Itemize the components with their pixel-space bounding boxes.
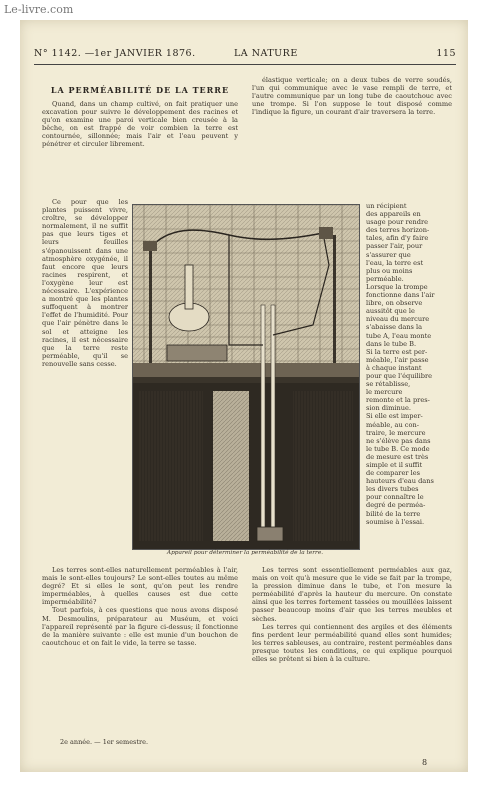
apparatus-engraving: [132, 204, 360, 550]
text-line: se rétablisse,: [366, 380, 411, 389]
journal-name: LA NATURE: [234, 48, 298, 59]
paragraph: Quand, dans un champ cultivé, on fait pratiquer une excavation pour suivre le développement des racines et qu'on examine une paroi verticale bien creusée à la bêche, on est frappé de voir combien la terre est contournée, sillonnée; mais l'air et l'eau peuvent y pénétrer et circuler librement.: [42, 100, 238, 149]
text-line: des terres horizon-: [366, 226, 430, 235]
text-line: méable, au con-: [366, 420, 419, 429]
left-column-bottom: [42, 566, 238, 732]
text-line: l'eau, la terre est: [366, 258, 424, 267]
watermark: Le-livre.com: [4, 3, 74, 16]
figure-caption: Appareil pour déterminer la perméabilité de la terre.: [166, 550, 324, 556]
left-column-top: [42, 100, 238, 196]
text-line: tales, afin d'y faire: [366, 234, 429, 243]
text-line: passer l'air, pour: [366, 242, 423, 251]
text-line: aussitôt que le: [366, 307, 415, 316]
apparatus-illustration: [133, 205, 359, 549]
paragraph: Les terres sont-elles naturellement perméables à l'air, mais le sont-elles toujours? Le sont-elles toutes au même degré? Et si elles le sont, qu'on peut les rendre imperméables, à quelles causes est due cette imperméabilité?: [42, 566, 238, 607]
text-line: perméable.: [366, 274, 404, 283]
text-line: pour connaître le: [366, 493, 424, 502]
paragraph: élastique verticale; on a deux tubes de verre soudés, l'un qui communique avec le vase rempli de terre, et l'autre communique par un long tube de caoutchouc avec une trompe. Si l'on suppose le tout disposé comme l'indique la figure, un courant d'air traversera la terre.: [252, 76, 452, 117]
text-line: à chaque instant: [366, 363, 422, 372]
page-footer: 2e année. — 1er semestre.: [60, 738, 149, 746]
text-line: libre, on observe: [366, 299, 423, 308]
paragraph: Les terres sont essentiellement perméables aux gaz, mais on voit qu'à mesure que le vide se fait par la trompe, la pression diminue dans le tube, et l'on mesure la perméabilité d'après la hauteur du mercure. On constate ainsi que les terres fortement tassées ou mouillées laissent passer beaucoup moins d'air que les terres meubles et sèches.: [252, 566, 452, 623]
text-line: sion diminue.: [366, 404, 411, 413]
text-line: le mercure: [366, 388, 403, 397]
text-line: bilité de la terre: [366, 509, 421, 518]
issue-date: 1er JANVIER 1876.: [94, 48, 196, 59]
text-line: pour que l'équilibre: [366, 371, 433, 380]
right-column-bottom: [252, 566, 452, 732]
text-line: ne s'élève pas dans: [366, 436, 431, 445]
text-line: des appareils en: [366, 210, 421, 219]
text-line: un récipient: [366, 202, 407, 210]
page-number: 115: [436, 48, 456, 59]
text-line: plus ou moins: [366, 266, 413, 275]
printer-signature: 8: [422, 758, 428, 767]
paragraph: Tout parfois, à ces questions que nous avons disposé M. Desmoulins, préparateur au Muséum, et voici l'appareil représenté par la figure ci-dessus; il fonctionne de la manière suivante : elle est munie d'un bouchon de caoutchouc et on fait le vide, la terre se tasse.: [42, 606, 238, 647]
right-column-top: [252, 76, 452, 200]
text-line: Lorsque la trompe: [366, 282, 428, 291]
text-line: s'abaisse dans la: [366, 323, 423, 332]
text-line: Si la terre est per-: [366, 347, 428, 356]
text-line: usage pour rendre: [366, 218, 429, 227]
paragraph: Les terres qui contiennent des argiles et des éléments fins perdent leur perméabilité quand elles sont humides; les terres sableuses, au contraire, restent perméables dans presque toutes les conditions, ce qui explique pourquoi elles se prêtent si bien à la culture.: [252, 622, 452, 664]
text-line: soumise à l'essai.: [366, 517, 425, 526]
text-line: le tube B. Ce mode: [366, 444, 430, 453]
page-header: [34, 48, 456, 62]
scanned-page: [20, 20, 468, 772]
text-line: tube A, l'eau monte: [366, 331, 432, 340]
text-line: fonctionne dans l'air: [366, 291, 435, 300]
text-line: remonte et la pres-: [366, 396, 430, 405]
issue-number: N° 1142. —: [34, 48, 95, 59]
right-column-beside-figure: [366, 202, 456, 552]
text-line: hauteurs d'eau dans: [366, 477, 434, 486]
text-line: degré de perméa-: [366, 501, 426, 510]
text-line: niveau du mercure: [366, 315, 430, 324]
article-title: LA PERMÉABILITÉ DE LA TERRE: [50, 85, 230, 95]
text-line: traire, le mercure: [366, 428, 426, 437]
text-line: méable, l'air passe: [366, 355, 429, 364]
text-line: s'assurer que: [366, 250, 411, 259]
left-column-beside-figure: [42, 198, 128, 552]
text-line: dans le tube B.: [366, 339, 417, 348]
text-line: Si elle est imper-: [366, 412, 423, 421]
paragraph: Ce pour que les plantes puissent vivre, croître, se développer normalement, il ne suffit pas que leurs tiges et leurs feuilles s'épanouissent dans une atmosphère oxygénée, il faut encore que leurs racines respirent, et l'oxygène leur est nécessaire. L'expérience a montré que les plantes suffoquent à montrer l'effet de l'humidité. Pour que l'air pénètre dans le sol et atteigne les racines, il est nécessaire que la terre reste perméable, qu'il se renouvelle sans cesse.: [42, 198, 128, 368]
text-line: les divers tubes: [366, 485, 419, 494]
header-rule: [34, 64, 456, 65]
text-line: de mesure est très: [366, 452, 429, 461]
text-line: de comparer les: [366, 469, 420, 478]
text-line: simple et il suffit: [366, 461, 423, 469]
